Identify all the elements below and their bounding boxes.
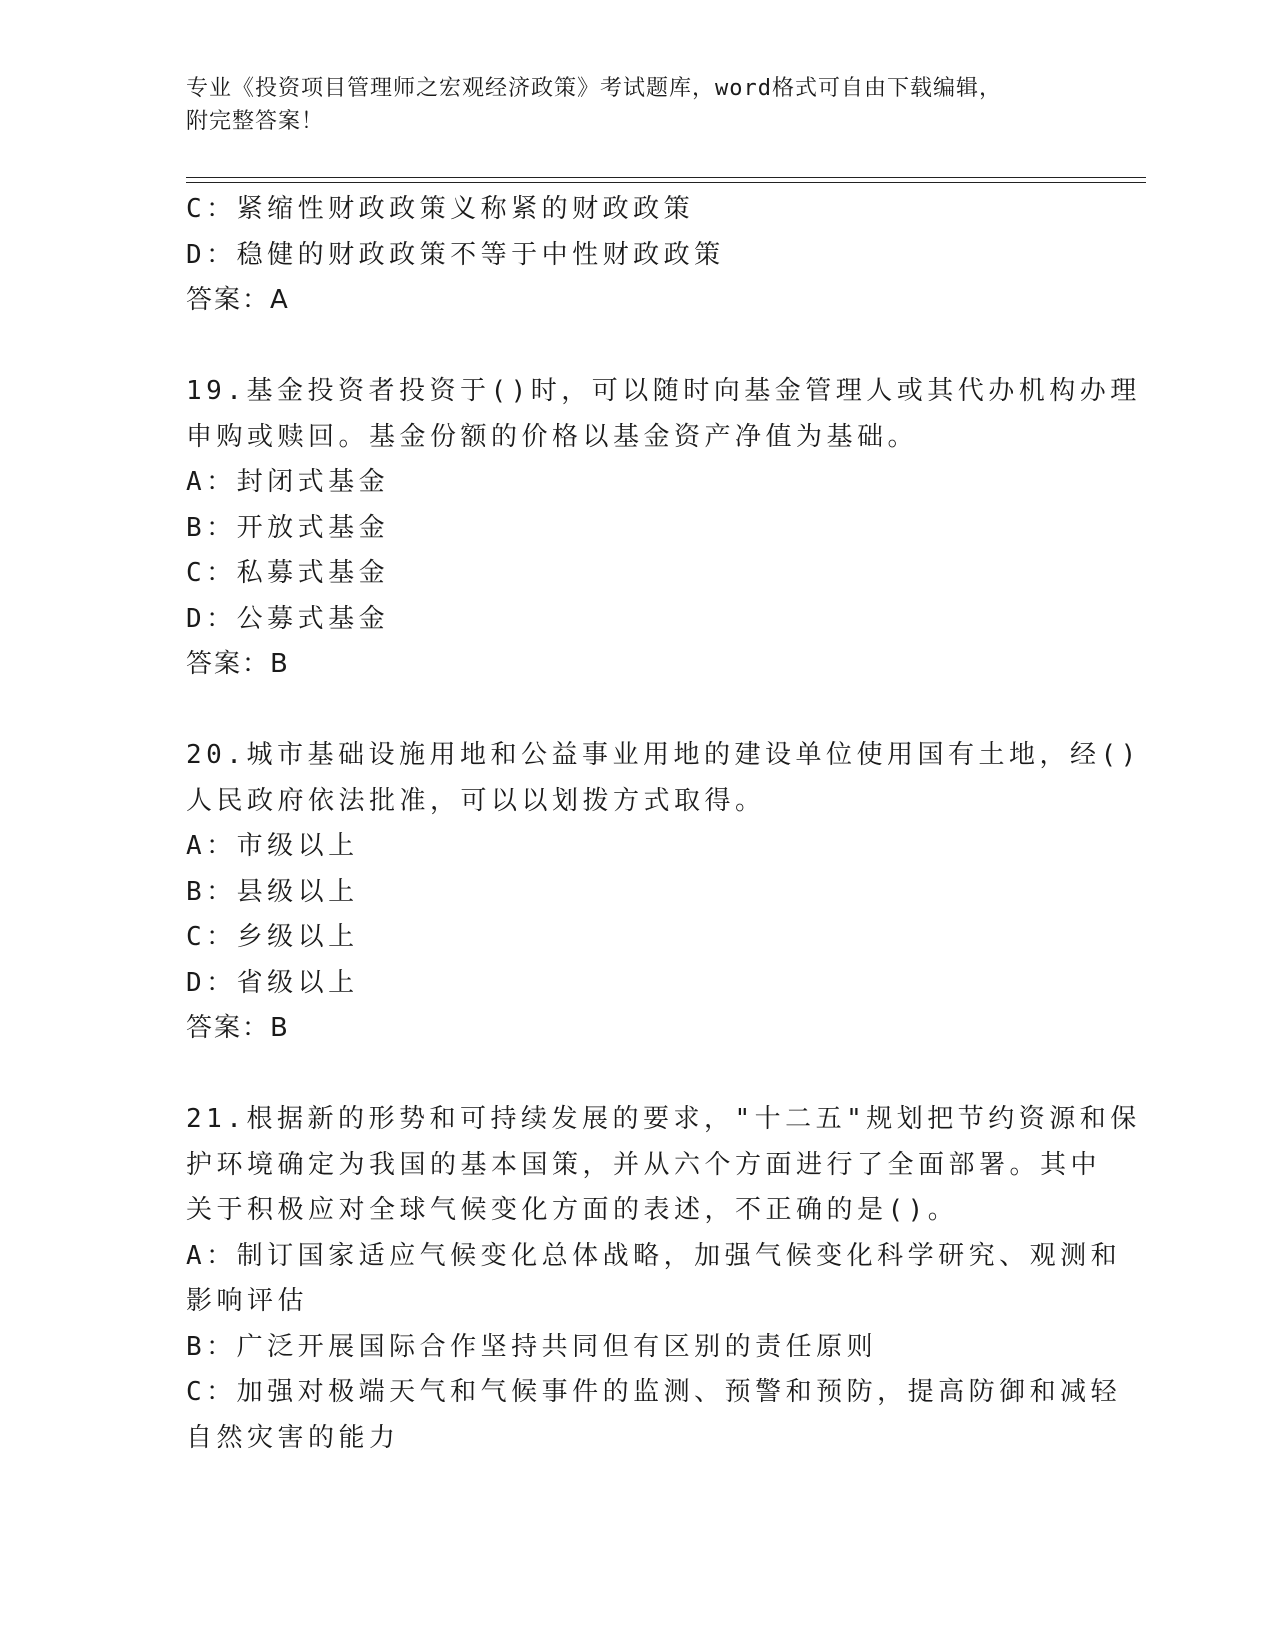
document-header <box>186 72 1086 138</box>
question-20 <box>186 733 1141 1052</box>
question-stem: 护环境确定为我国的基本国策，并从六个方面进行了全面部署。其中 <box>186 1149 1102 1180</box>
option-b: B：开放式基金 <box>186 512 390 543</box>
answer: 答案：B <box>186 649 290 679</box>
question-stem: 19.基金投资者投资于()时，可以随时向基金管理人或其代办机构办理 <box>186 376 1141 406</box>
question-21 <box>186 1097 1141 1461</box>
question-stem: 20.城市基础设施用地和公益事业用地的建设单位使用国有土地，经() <box>186 740 1141 770</box>
header-line-2: 附完整答案！ <box>186 109 325 134</box>
question-stem: 关于积极应对全球气候变化方面的表述，不正确的是()。 <box>186 1195 959 1225</box>
option-a-continued: 影响评估 <box>186 1286 309 1316</box>
question-18 <box>186 187 1086 324</box>
answer: 答案：B <box>186 1013 290 1043</box>
option-d: D：公募式基金 <box>186 603 390 634</box>
spacer <box>186 1052 1086 1098</box>
option-a: A：市级以上 <box>186 831 359 861</box>
option-d: D：稳健的财政政策不等于中性财政政策 <box>186 239 725 270</box>
option-c-continued: 自然灾害的能力 <box>186 1422 400 1453</box>
question-stem: 人民政府依法批准，可以以划拨方式取得。 <box>186 785 766 816</box>
header-divider-top <box>186 177 1146 178</box>
option-c: C：紧缩性财政政策义称紧的财政政策 <box>186 194 695 224</box>
option-c: C：加强对极端天气和气候事件的监测、预警和预防，提高防御和减轻 <box>186 1377 1122 1407</box>
option-c: C：乡级以上 <box>186 922 359 952</box>
header-divider-bottom <box>186 182 1146 183</box>
question-stem: 21.根据新的形势和可持续发展的要求，"十二五"规划把节约资源和保 <box>186 1104 1141 1134</box>
question-list <box>186 187 1141 1461</box>
question-19 <box>186 369 1141 688</box>
option-c: C：私募式基金 <box>186 558 390 588</box>
header-line-1: 专业《投资项目管理师之宏观经济政策》考试题库，word格式可自由下载编辑， <box>186 76 1002 101</box>
option-b: B：广泛开展国际合作坚持共同但有区别的责任原则 <box>186 1331 878 1362</box>
spacer <box>186 688 1086 734</box>
spacer <box>186 324 1086 370</box>
option-a: A：封闭式基金 <box>186 467 390 497</box>
option-d: D：省级以上 <box>186 967 359 998</box>
question-stem: 申购或赎回。基金份额的价格以基金资产净值为基础。 <box>186 421 919 452</box>
option-b: B：县级以上 <box>186 876 359 907</box>
answer: 答案：A <box>186 285 290 315</box>
option-a: A：制订国家适应气候变化总体战略，加强气候变化科学研究、观测和 <box>186 1240 1122 1271</box>
